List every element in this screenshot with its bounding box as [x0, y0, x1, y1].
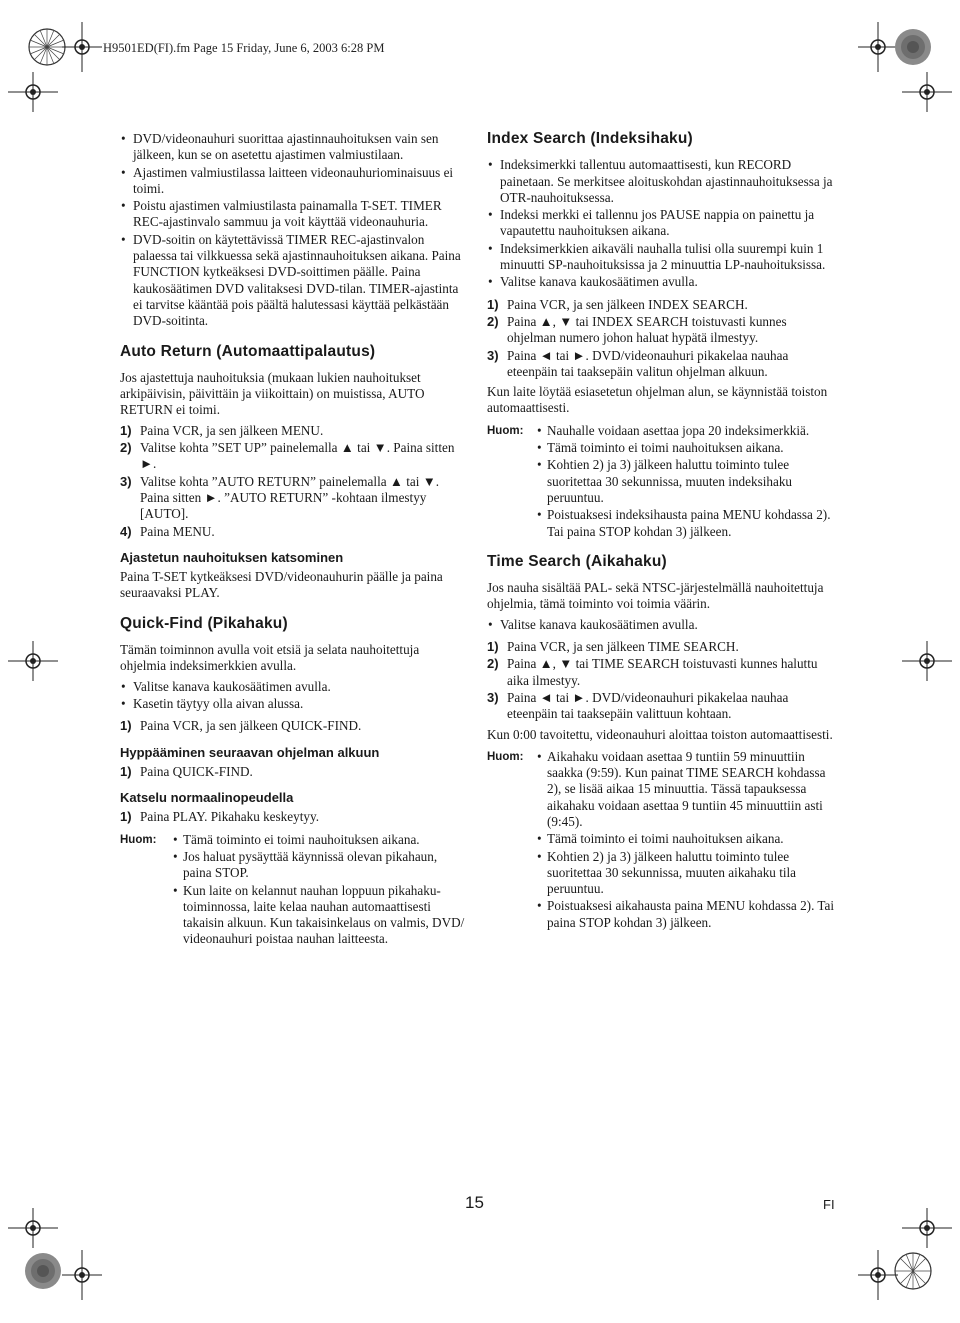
quick-find-heading: Quick-Find (Pikahaku): [120, 614, 288, 632]
list-item: • Indeksi merkki ei tallennu jos PAUSE nappia on painettu ja vapautettu nauhoituksen aikana.: [488, 207, 815, 239]
note-label: Huom:: [120, 833, 157, 846]
step-item: 3) Paina ◄ tai ►. DVD/videonauhuri pikakelaa nauhaa eteenpäin tai taaksepäin valitun ohjelman alkuun.: [487, 347, 789, 379]
registration-mark-icon: [888, 1246, 938, 1296]
quick-find-bullets: [120, 679, 465, 713]
timer-bullets: [120, 131, 465, 330]
crosshair-mark-icon: [8, 1208, 58, 1248]
grey-target-icon: [888, 22, 938, 72]
list-item: • Valitse kanava kaukosäätimen avulla.: [488, 274, 698, 290]
note-item: • Aikahaku voidaan asettaa 9 tuntiin 59 minuuttiin saakka (9:59). Kun painat TIME SEARCH kohdassa 2), se lisää aikaa 15 minuuttia. Tässä tapauksessa aikahaku voidaan asettaa 9 tuntiin 45 minuuttiin asti (9:45).: [537, 748, 826, 829]
note-item: • Poistuaksesi aikahausta paina MENU kohdassa 2). Tai paina STOP kohdan 3) jälkeen.: [537, 898, 835, 930]
time-search-bullets: [487, 617, 837, 633]
time-search-after: Kun 0:00 tavoitettu, videonauhuri aloittaa toiston automaattisesti.: [487, 726, 833, 742]
note-item: • Kohtien 2) ja 3) jälkeen haluttu toiminto tulee suoritettaa 30 sekunnissa, muuten aikahaku tila peruuntuu.: [537, 848, 797, 897]
crosshair-mark-icon: [902, 72, 952, 112]
note-label: Huom:: [487, 750, 524, 763]
step-item: 1) Paina PLAY. Pikahaku keskeytyy.: [120, 809, 319, 825]
watching-text: Paina T-SET kytkeäksesi DVD/videonauhurin päälle ja paina seuraavaksi PLAY.: [120, 569, 443, 601]
note-item: • Tämä toiminto ei toimi nauhoituksen aikana.: [537, 440, 784, 456]
time-search-steps: [487, 639, 837, 722]
watching-heading: Ajastetun nauhoituksen katsominen: [120, 549, 344, 565]
note-item: • Tämä toiminto ei toimi nauhoituksen aikana.: [537, 831, 784, 847]
list-item: • DVD/videonauhuri suorittaa ajastinnauhoituksen vain sen jälkeen, kun se on asetettu ajastimen valmiustilaan.: [121, 131, 439, 163]
step-item: 4) Paina MENU.: [120, 523, 215, 539]
language-code: FI: [823, 1197, 835, 1212]
auto-return-heading: Auto Return (Automaattipalautus): [120, 342, 376, 360]
list-item: • Poistu ajastimen valmiustilasta painamalla T-SET. TIMER REC-ajastinvalo sammuu ja voit käyttää videonauhuria.: [121, 198, 442, 230]
step-item: 1) Paina VCR, ja sen jälkeen MENU.: [120, 422, 324, 438]
list-item: • Kasetin täytyy olla aivan alussa.: [121, 695, 304, 711]
note-item: • Tämä toiminto ei toimi nauhoituksen aikana.: [173, 831, 420, 847]
index-search-heading: Index Search (Indeksihaku): [487, 130, 693, 147]
quick-find-step: [120, 718, 465, 734]
note-label: Huom:: [487, 424, 524, 437]
normal-speed-heading: Katselu normaalinopeudella: [120, 790, 294, 806]
crosshair-mark-icon: [62, 22, 102, 72]
index-search-steps: [487, 297, 837, 380]
page-number: 15: [465, 1193, 484, 1212]
note-item: • Kun laite on kelannut nauhan loppuun pikahaku-toiminnossa, laite kelaa nauhan automaattisesti takaisin alkuun. Kun takaisinkelaus on valmis, DVD/ videonauhuri poistaa nauhan laitteesta.: [173, 882, 465, 947]
step-item: 1) Paina VCR, ja sen jälkeen QUICK-FIND.: [120, 718, 362, 734]
step-item: 2) Paina ▲, ▼ tai INDEX SEARCH toistuvasti kunnes ohjelman numero johon haluat hypätä ilmestyy.: [487, 313, 787, 346]
time-search-intro: Jos nauha sisältää PAL- sekä NTSC-järjestelmällä nauhoitettuja ohjelmia, tämä toiminto voi toimia väärin.: [487, 580, 824, 612]
crosshair-mark-icon: [902, 1208, 952, 1248]
note-item: • Poistuaksesi indeksihausta paina MENU kohdassa 2). Tai paina STOP kohdan 3) jälkeen.: [537, 507, 831, 539]
step-item: 3) Valitse kohta ”AUTO RETURN” painelemalla ▲ tai ▼. Paina sitten ►. ”AUTO RETURN” -kohtaan ilmestyy [AUTO].: [120, 473, 440, 522]
crosshair-mark-icon: [8, 641, 58, 681]
step-item: 3) Paina ◄ tai ►. DVD/videonauhuri pikakelaa nauhaa eteenpäin tai taaksepäin valittuun kohtaan.: [487, 689, 789, 722]
normal-speed-step: [120, 809, 465, 825]
note-item: • Kohtien 2) ja 3) jälkeen haluttu toiminto tulee suoritettaa 30 sekunnissa, muuten indeksihaku peruuntuu.: [537, 457, 793, 505]
crosshair-mark-icon: [8, 72, 58, 112]
next-program-heading: Hyppääminen seuraavan ohjelman alkuun: [120, 744, 380, 760]
list-item: • Valitse kanava kaukosäätimen avulla.: [488, 616, 698, 632]
list-item: • Indeksimerkki tallentuu automaattisesti, kun RECORD painetaan. Se merkitsee aloituskohdan ajastinnauhoituksessa ja OTR-nauhoituksessa.: [488, 157, 833, 205]
step-item: 2) Valitse kohta ”SET UP” painelemalla ▲ tai ▼. Paina sitten ►.: [120, 440, 455, 472]
quick-find-intro: Tämän toiminnon avulla voit etsiä ja selata nauhoitettuja ohjelmia indeksimerkkien avulla.: [120, 642, 420, 674]
note-item: • Nauhalle voidaan asettaa jopa 20 indeksimerkkiä.: [537, 422, 810, 438]
list-item: • DVD-soitin on käytettävissä TIMER REC-ajastinvalon palaessa tai vilkkuessa sekä ajastinnauhoituksen aikana. Paina FUNCTION kytkeäksesi DVD-soittimen päälle. Paina kaukosäätimen DVD valitaksesi DVD-tilan. TIMER-ajastinta ei tarvitse kääntää pois päältä halutessasi käyttää pelkästään DVD-soitinta.: [121, 231, 461, 329]
list-item: • Valitse kanava kaukosäätimen avulla.: [121, 678, 331, 694]
list-item: • Indeksimerkkien aikaväli nauhalla tulisi olla suurempi kuin 1 minuutti SP-nauhoituksissa ja 2 minuuttia LP-nauhoituksissa.: [488, 240, 826, 273]
auto-return-steps: [120, 423, 465, 540]
index-search-note: [487, 423, 837, 540]
grey-target-icon: [18, 1246, 68, 1296]
step-item: 1) Paina VCR, ja sen jälkeen TIME SEARCH.: [487, 639, 739, 655]
quick-find-note: [120, 832, 465, 948]
file-header-note: H9501ED(FI).fm Page 15 Friday, June 6, 2003 6:28 PM: [103, 41, 385, 55]
next-program-step: [120, 764, 465, 780]
index-search-after: Kun laite löytää esiasetetun ohjelman alun, se käynnistää toiston automaattisesti.: [487, 384, 828, 416]
auto-return-intro: Jos ajastettuja nauhoituksia (mukaan lukien nauhoitukset arkipäivisin, päivittäin ja viikoittain) on muistissa, AUTO RETURN ei toimi.: [120, 369, 425, 418]
step-item: 1) Paina QUICK-FIND.: [120, 763, 253, 779]
right-column: [487, 131, 837, 937]
step-item: 1) Paina VCR, ja sen jälkeen INDEX SEARCH.: [487, 296, 748, 312]
crosshair-mark-icon: [902, 641, 952, 681]
time-search-note: [487, 749, 837, 931]
left-column: [120, 131, 465, 954]
note-item: • Jos haluat pysäyttää käynnissä olevan pikahaun, paina STOP.: [173, 848, 438, 881]
list-item: • Ajastimen valmiustilassa laitteen videonauhuriominaisuus ei toimi.: [121, 164, 454, 196]
step-item: 2) Paina ▲, ▼ tai TIME SEARCH toistuvasti kunnes haluttu aika ilmestyy.: [487, 656, 818, 688]
crosshair-mark-icon: [62, 1250, 102, 1300]
index-search-bullets: [487, 157, 837, 290]
time-search-heading: Time Search (Aikahaku): [487, 552, 667, 570]
